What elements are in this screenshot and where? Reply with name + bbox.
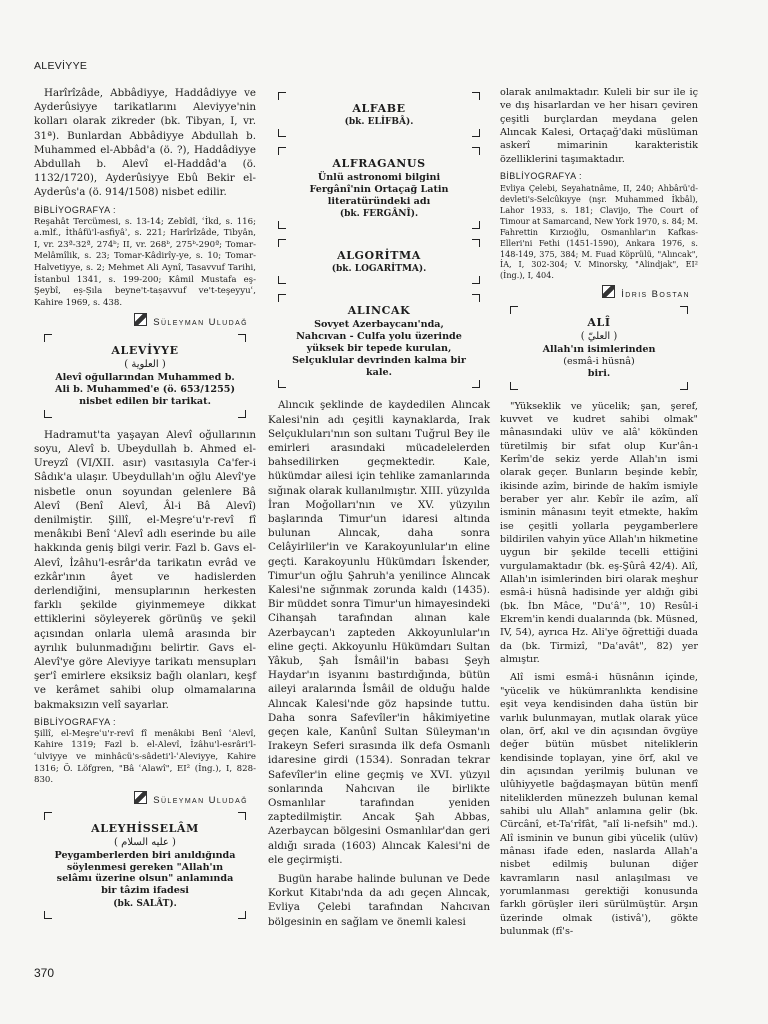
entry-title: ALFRAGANUS: [332, 157, 426, 170]
ali-body: "Yükseklik ve yücelik; şan, şeref, kuvvet ve kudret sahibi olmak" mânasındaki ulüv ve alâ' kökünden türetilmiş bir sıfat olup Kur'ân-ı Kerîm'de sekiz yerde Allah'ın ismi olarak geçer. Bunların beşinde kebîr, ikisinde azîm, birinde de hakîm ismiyle beraber yer alır. Kebîr ile azîm, alî isminin mânasını teyit etmekte, hakîm ise çeşitli yollarla peygamberlere bildirilen vahyin yüce Allah'ın hikmetine uygun bir şekilde tecelli ettiğini vurgulamaktadır (bk. eş-Şûrâ 42/4). Alî, Allah'ın isimlerinden biri olarak meşhur esmâ-i hüsnâ hadisinde yer aldığı gibi (bk. İbn Mâce, "Duʿâʾ", 10) Resûl-i Ekrem'in kendi dualarında (bk. Müsned, IV, 54), ayrıca Hz. Ali'ye öğrettiği duada da (bk. Tirmizî, "Daʿavât", 82) yer almıştır.: [500, 400, 698, 666]
entry-reference: (bk. SALÂT).: [113, 898, 177, 909]
bibliography-text: Reşahât Tercümesi, s. 13-14; Zebîdî, ʿİkd, s. 116; a.mlf., İthâfü'l-asfiyâʾ, s. 221; Harîrîzâde, Tibyân, I, vr. 23ª-32ª, 274ᵇ; II, vr. 268ᵇ, 275ᵇ-290ª; Tomar-Melâmîlik, s. 23; Tomar-Kâdirîy-ye, s. 10; Tomar-Halvetiyye, s. 2; Mehmet Ali Aynî, Tasavvuf Tarihi, İstanbul 1341, s. 199-200; Kâmil Mustafa eş-Şeybî, eṣ-Ṣıla beyne't-taṣavvuf ve't-teşeyyuʿ, Kahire 1969, s. 438.: [34, 216, 256, 308]
bibliography-heading: BİBLİYOGRAFYA :: [34, 204, 116, 215]
entry-description: Peygamberlerden biri anıldığında söylenmesi gereken "Allah'ın selâmı üzerine olsun" anlamında bir tâzim ifadesi: [54, 849, 236, 897]
entry-reference: (bk. LOGARİTMA).: [331, 264, 427, 275]
ali-body: Alî ismi esmâ-i hüsnânın içinde, "yücelik ve hükümranlıkta kendisine eşit veya kendisinden daha üstün bir varlık bulunmayan, mutlak olarak yüce olan, örf, akıl ve din açısından övgüye değer bütün müsbet niteliklerin kendisinde toplayan, yine örf, akıl ve din açısından yerilmiş bulunan ve ulûhiyyetle bağdaşmayan bütün menfî niteliklerden münezzeh bulunan kemal sahibi ulu Allah" anlamına gelir (bk. Cürcânî, et-Taʿrîfât, "alî li-nefsih" md.). Alî isminin ve bunun gibi yücelik (ulüv) mânası ifade eden, naslarda Allah'a nisbet edilmiş bulunan diğer kavramların nasıl anlaşılması ve yorumlanması gerektiği konusunda farklı görüşler ileri sürülmüştür. Arşın üzerinde olmak (istivâ'), gökte bulunmak (fî's-: [500, 672, 698, 938]
bibliography-text: Şillî, el-Meşreʿu'r-revî fî menâkıbi Benî ʿAlevî, Kahire 1319; Fazl b. el-Alevî, İzâhu'l-esrâri'l-ʿulviyye ve minhâcü's-sâdeti'l-ʿAleviyye, Kahire 1316; Ö. Löfgren, "Bâ ʿAlawî", EI² (İng.), I, 828-830.: [34, 728, 256, 786]
entry-alincak: [278, 294, 480, 388]
entry-alfraganus: [278, 147, 480, 229]
author-name: Süleyman Uludağ: [153, 317, 248, 329]
alincak-body: Bugün harabe halinde bulunan ve Dede Korkut Kitabı'nda da adı geçen Alıncak, Evliya Çelebi tarafından Nahcıvan bölgesinin en sağlam ve önemli kalesi: [268, 873, 490, 928]
entry-description: Allah'ın isimlerinden: [542, 344, 656, 356]
entry-title: ALFABE: [352, 102, 406, 115]
alincak-body: Alıncık şeklinde de kaydedilen Alıncak Kalesi'nin adı çeşitli kaynaklarda, Irak Selçukluları'nın son sultanı Tuğrul Bey ile emirleri arasındaki mücadelelerden bahsedilirken geçmektedir. Kale, hükümdar ailesi için tehlike zamanlarında sığınak olarak kullanılmıştır. XIII. yüzyılda İran Moğolları'nın ve XV. yüzyılın başlarında Timur'un idaresi altında bulunan Alıncak, daha sonra Celâyirliler'in ve Karakoyunlular'ın eline geçti. Karakoyunlu Hükümdarı İskender, Timur'un oğlu Şahruh'a yenilince Alıncak Kalesi'ne sığınmak zorunda kaldı (1435). Bir müddet sonra Timur'un himayesindeki Cihanşah tarafından alınan kale Azerbaycan'ı zapteden Akkoyunlular'ın eline geçti. Akkoyunlu Hükümdarı Sultan Yâkub, Şah İsmâil'in babası Şeyh Haydar'ın isyanını bastırdığında, bütün aileyi aralarında İsmâil de olduğu halde Alıncak Kalesi'nde göz hapsinde tuttu. Daha sonra Safevîler'in hâkimiyetine geçen kale, Kanûnî Sultan Süleyman'ın Irakeyn Seferi sırasında ilk defa Osmanlı idaresine girdi (1534). Sonradan tekrar Safevîler'in eline geçmiş ve XVI. yüzyıl sonlarında Nahcıvan ile birlikte Osmanlılar tarafından yeniden zaptedilmiştir. Ancak Şah Abbas, Azerbaycan bölgesini Osmanlılar'dan geri aldığı sırada (1603) Alıncak Kalesi'ni de ele geçirmişti.: [268, 399, 490, 866]
entry-alfabe: [278, 92, 480, 137]
column-2: [268, 86, 490, 934]
author-signature: [34, 313, 248, 328]
entry-description: Sovyet Azerbaycanı'nda, Nahcıvan - Culfa yolu üzerinde yüksek bir tepede kurulan, Selçuklular devrinden kalma bir kale.: [292, 319, 466, 378]
entry-ali: [510, 306, 688, 389]
aleviyye-body: Hadramut'ta yaşayan Alevî oğullarının soyu, Alevî b. Ubeydullah b. Ahmed el-Ureyzî (VI/XII. asır) vasıtasıyla Ca'fer-i Sâdık'a ulaşır. Ubeydullah'ın oğlu Alevî'ye nisbetle onun soyundan gelenlere Bâ Alevî (Benî Alevî, Âl-i Bâ Alevî) denilmiştir. Şillî, el-Meşreʿu'r-revî fî menâkıbi Benî ʿAlevî adlı eserinde bu aile hakkında geniş bilgi verir. Fazl b. Gavs el-Alevî, İzâhu'l-esrâr'da tarikatın evrâd ve ezkâr'ının âyet ve hadislerden derlendiğini, mensuplarının herkesten farklı şekilde giyinmemeye dikkat ettiklerini söyleyerek görünüş ve şekil açısından onlarla ulemâ arasında bir ayrılık bulunmadığını belirtir. Gavs el-Alevî'ye göre Aleviyye tarikatı mensupları şer'î emirlere eksiksiz bağlı olanları, keşf ve kerâmet sahibi olup olmamalarına bakmaksızın velî sayarlar.: [34, 428, 256, 711]
page-number: 370: [34, 966, 55, 980]
author-name: Süleyman Uludağ: [153, 794, 248, 806]
entry-title: ALGORİTMA: [337, 249, 421, 263]
bibliography-heading: BİBLİYOGRAFYA :: [500, 171, 582, 182]
entry-description: (esmâ-i hüsnâ): [563, 356, 635, 368]
alincak-continuation: olarak anılmaktadır. Kuleli bir sur ile iç ve dış hisarlardan ve her hisarı çeviren çeşitli burçlardan meydana gelen Alıncak Kalesi, Ortaçağ'daki müslüman askerî mimarinin karakteristik özelliklerini taşımaktadır.: [500, 87, 698, 165]
entry-description: Alevî oğullarından Muhammed b. Ali b. Muhammed'e (ö. 653/1255) nisbet edilen bir tarikat.: [55, 372, 235, 407]
column-1: [34, 86, 256, 929]
author-signature: [34, 791, 248, 806]
entry-title: ALEVİYYE: [111, 344, 179, 358]
entry-aleviyye: [44, 334, 246, 417]
entry-arabic: ( العلوية ): [124, 359, 166, 371]
column-3: [500, 86, 698, 943]
author-signature: [500, 285, 690, 300]
entry-title: ALEYHİSSELÂM: [91, 821, 199, 835]
aleviyye-continuation: Harîrîzâde, Abbâdiyye, Haddâdiyye ve Ayderûsiyye tarikatlarını Aleviyye'nin kolları olarak zikreder (bk. Tibyan, I, vr. 31ª). Bunlardan Abbâdiyye Abdullah b. Muhammed el-Abbâd'a (ö. ?), Haddâdiyye Abdullah b. Alevî el-Haddâd'a (ö. 1132/1720), Ayderûsiyye Ebû Bekir el-Ayderûs'a (ö. 914/1508) nisbet edilir.: [34, 87, 256, 199]
entry-algoritma: [278, 239, 480, 284]
entry-title: ALINCAK: [347, 304, 411, 318]
author-name: İdris Bostan: [621, 289, 690, 301]
entry-description: Ünlü astronomi bilgini Fergânî'nin Ortaçağ Latin literatüründeki adı: [309, 172, 449, 207]
author-mark-icon: [134, 791, 147, 804]
bibliography-heading: BİBLİYOGRAFYA :: [34, 716, 116, 727]
bibliography-text: Evliya Çelebi, Seyahatnâme, II, 240; Ahbârü'd-devleti's-Selcûkıyye (nşr. Muhammed İkbâl), Lahor 1933, s. 181; Clavijo, The Court of Timour at Samarcand, New York 1970, s. 84; M. Fahrettin Kırzıoğlu, Osmanlılar'ın Kafkas-Elleri'ni Fethi (1451-1590), Ankara 1976, s. 148-149, 375, 384; M. Fuad Köprülü, "Alıncak", İA, I, 302-304; V. Minorsky, "Alindjak", EI² (İng.), I, 404.: [500, 183, 698, 281]
author-mark-icon: [134, 313, 147, 326]
entry-arabic: ( عليه السلام ): [114, 836, 176, 848]
running-head: ALEVİYYE: [34, 60, 88, 72]
entry-description: biri.: [587, 367, 611, 379]
entry-reference: (bk. ELİFBÂ).: [344, 117, 414, 127]
entry-aleyhisselam: [44, 812, 246, 919]
entry-arabic: ( العليّ ): [580, 331, 618, 343]
entry-reference: (bk. FERGÂNÎ).: [339, 209, 419, 220]
entry-title: ALÎ: [587, 316, 611, 330]
author-mark-icon: [602, 285, 615, 298]
